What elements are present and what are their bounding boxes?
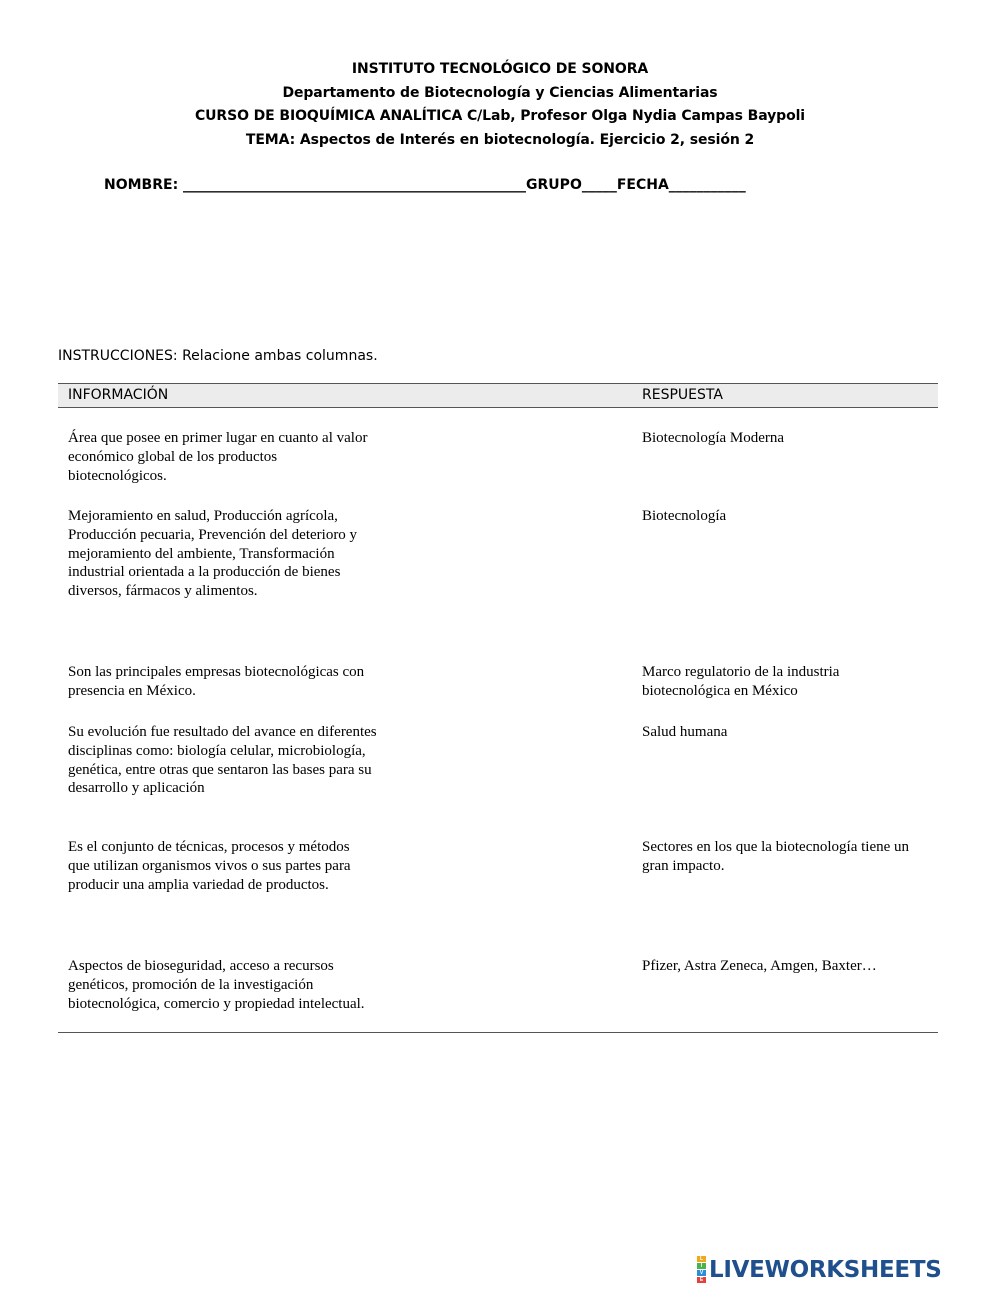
topic-title: TEMA: Aspectos de Interés en biotecnología. Ejercicio 2, sesión 2 <box>245 131 755 148</box>
logo-letter: I <box>697 1263 706 1269</box>
liveworksheets-logo-icon <box>697 1256 706 1284</box>
response-cell: Salud humana <box>642 724 728 740</box>
logo-letter: V <box>697 1270 706 1276</box>
response-cell: Pfizer, Astra Zeneca, Amgen, Baxter… <box>642 958 877 974</box>
info-cell: Área que posee en primer lugar en cuanto al valor económico global de los productos biotecnológicos. <box>68 430 368 484</box>
response-cell: Biotecnología <box>642 508 727 524</box>
institute-title: INSTITUTO TECNOLÓGICO DE SONORA <box>351 61 649 77</box>
info-cell: Es el conjunto de técnicas, procesos y métodos que utilizan organismos vivos o sus partes para producir una amplia variedad de productos. <box>68 839 351 893</box>
info-cell: Aspectos de bioseguridad, acceso a recursos genéticos, promoción de la investigación biotecnológica, comercio y propiedad intelectual. <box>68 958 365 1012</box>
matching-table <box>58 383 938 1012</box>
logo-letter: L <box>697 1256 706 1262</box>
column-header-response: RESPUESTA <box>642 387 723 403</box>
response-cell: Marco regulatorio de la industria biotecnológica en México <box>642 664 840 699</box>
info-cell: Su evolución fue resultado del avance en diferentes disciplinas como: biología celular, microbiología, genética, entre otras que sentaron las bases para su desarrollo y aplicación <box>68 724 377 797</box>
response-cell: Sectores en los que la biotecnología tiene un gran impacto. <box>642 839 910 874</box>
course-title: CURSO DE BIOQUÍMICA ANALÍTICA C/Lab, Profesor Olga Nydia Campas Baypoli <box>194 108 805 124</box>
response-cell: Biotecnología Moderna <box>642 430 785 446</box>
brand-name: LIVEWORKSHEETS <box>709 1257 942 1283</box>
info-cell: Son las principales empresas biotecnológicas con presencia en México. <box>68 664 365 699</box>
column-header-info: INFORMACIÓN <box>68 387 169 403</box>
document-header <box>0 58 1000 152</box>
table-header <box>58 383 938 408</box>
instructions-text: INSTRUCCIONES: Relacione ambas columnas. <box>58 348 378 364</box>
logo-letter: E <box>697 1277 706 1283</box>
table-bottom-rule <box>58 1032 938 1033</box>
liveworksheets-brand <box>697 1255 941 1285</box>
info-cell: Mejoramiento en salud, Producción agrícola, Producción pecuaria, Prevención del deterioro y mejoramiento del ambiente, Transformación industrial orientada a la producción de bienes diversos, fármacos y alimentos. <box>68 508 358 600</box>
department-title: Departamento de Biotecnología y Ciencias Alimentarias <box>282 84 718 101</box>
student-info-line: NOMBRE: _________________________________________________GRUPO_____FECHA___________ <box>104 177 746 193</box>
